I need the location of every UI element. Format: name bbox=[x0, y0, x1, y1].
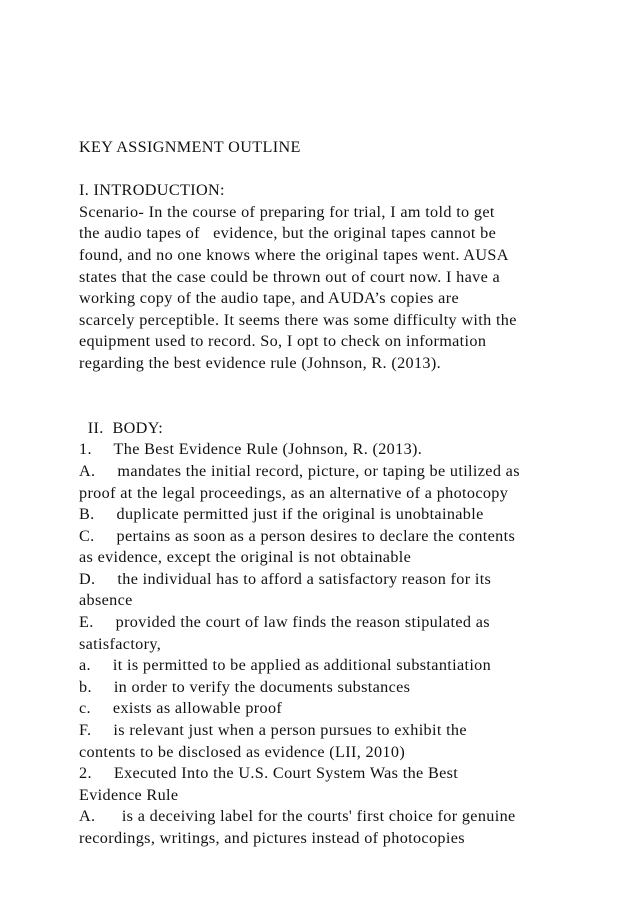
outline-item: recordings, writings, and pictures instead of photocopies bbox=[79, 829, 465, 847]
outline-item: E. provided the court of law finds the reason stipulated as bbox=[79, 613, 490, 632]
outline-item: A. is a deceiving label for the courts' first choice for genuine bbox=[79, 807, 516, 826]
text-line: Scenario- In the course of preparing for trial, I am told to get bbox=[79, 202, 495, 221]
document-title: KEY ASSIGNMENT OUTLINE bbox=[79, 138, 301, 156]
outline-item: proof at the legal proceedings, as an alternative of a photocopy bbox=[79, 483, 509, 502]
outline-item: B. duplicate permitted just if the original is unobtainable bbox=[79, 505, 484, 524]
outline-item: b. in order to verify the documents substances bbox=[79, 677, 411, 696]
outline-item: C. pertains as soon as a person desires to declare the contents bbox=[79, 526, 516, 545]
text-line: equipment used to record. So, I opt to check on information bbox=[79, 332, 487, 351]
section-heading-introduction: I. INTRODUCTION: bbox=[79, 181, 225, 200]
outline-item: A. mandates the initial record, picture, or taping be utilized as bbox=[79, 461, 520, 480]
outline-item: D. the individual has to afford a satisfactory reason for its bbox=[79, 569, 492, 588]
blank-lines bbox=[79, 375, 569, 418]
section-heading-body: II. BODY: bbox=[79, 418, 164, 437]
outline-item: contents to be disclosed as evidence (LII, 2010) bbox=[79, 742, 406, 761]
outline-item: F. is relevant just when a person pursues to exhibit the bbox=[79, 721, 467, 740]
body-outline bbox=[79, 439, 569, 849]
outline-item: satisfactory, bbox=[79, 634, 162, 653]
blank-line bbox=[79, 159, 569, 181]
outline-item: Evidence Rule bbox=[79, 785, 179, 804]
text-line: the audio tapes of evidence, but the original tapes cannot be bbox=[79, 224, 497, 243]
outline-item: a. it is permitted to be applied as additional substantiation bbox=[79, 656, 492, 675]
text-line: regarding the best evidence rule (Johnson, R. (2013). bbox=[79, 353, 441, 372]
text-line: scarcely perceptible. It seems there was some difficulty with the bbox=[79, 310, 517, 329]
outline-item: absence bbox=[79, 591, 133, 610]
text-line: found, and no one knows where the original tapes went. AUSA bbox=[79, 245, 509, 264]
outline-item: as evidence, except the original is not obtainable bbox=[79, 548, 412, 567]
document-body bbox=[79, 137, 569, 850]
text-line: working copy of the audio tape, and AUDA’s copies are bbox=[79, 289, 459, 308]
introduction-paragraph bbox=[79, 202, 569, 375]
outline-item: 2. Executed Into the U.S. Court System Was the Best bbox=[79, 764, 459, 783]
text-line: states that the case could be thrown out of court now. I have a bbox=[79, 267, 501, 286]
outline-item: c. exists as allowable proof bbox=[79, 699, 283, 718]
outline-item: 1. The Best Evidence Rule (Johnson, R. (2013). bbox=[79, 440, 423, 459]
